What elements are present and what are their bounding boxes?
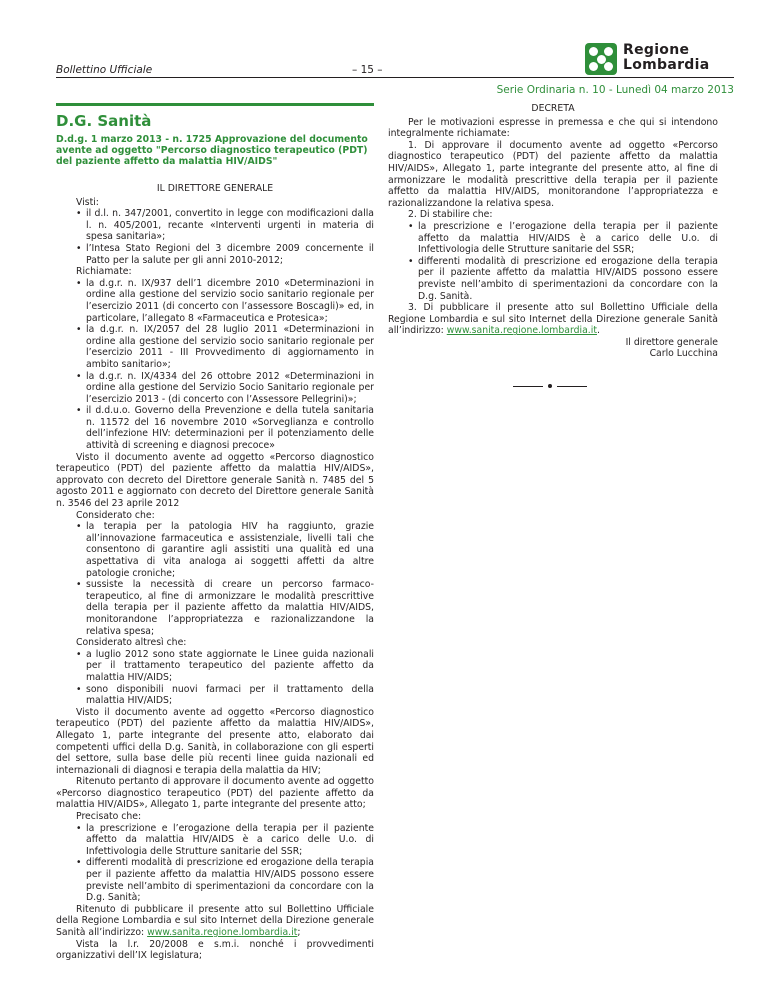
decree-heading: D.d.g. 1 marzo 2013 - n. 1725 Approvazione del documento avente ad oggetto "Percorso diagnostico terapeutico (PDT) del paziente affetto da malattia HIV/AIDS" bbox=[56, 134, 368, 167]
right-column bbox=[388, 103, 718, 360]
paragraph: Visto il documento avente ad oggetto «Percorso diagnostico terapeutico (PDT) del paziente affetto da malattia HIV/AIDS», Allegato 1, parte integrante del presente atto, elaborato dai competenti uffici della D.g. Sanità, in collaborazione con gli esperti del settore, sulla base delle più recenti linee guida nazionali ed internazionali di diagnosi e terapia della malattia da HIV; bbox=[56, 706, 374, 776]
paragraph: Per le motivazioni espresse in premessa e che qui si intendono integralmente richiamate: bbox=[388, 116, 718, 140]
decreta-heading: DECRETA bbox=[531, 103, 575, 114]
list-item: • la prescrizione e l’erogazione della terapia per il paziente affetto da malattia HIV/AIDS è a carico delle U.o. di Infettivologia delle Strutture sanitarie del SSR; bbox=[388, 221, 718, 256]
section-bar bbox=[56, 103, 374, 106]
regione-lombardia-logo bbox=[585, 43, 735, 77]
list-item: • la terapia per la patologia HIV ha raggiunto, grazie all’innovazione farmaceutica e assistenziale, livelli tali che consentono di garantire agli assistiti una qualità ed una aspettativa di vita analoga ai soggetti affetti da altre patologie croniche; bbox=[56, 521, 374, 579]
header-rule bbox=[56, 77, 734, 78]
logo-line1: Regione bbox=[623, 42, 690, 58]
paragraph: Ritenuto pertanto di approvare il documento avente ad oggetto «Percorso diagnostico terapeutico (PDT) del paziente affetto da malattia HIV/AIDS», Allegato 1, parte integrante del presente atto; bbox=[56, 776, 374, 811]
list-item: • sono disponibili nuovi farmaci per il trattamento della malattia HIV/AIDS; bbox=[56, 684, 374, 707]
precisato-label: Precisato che: bbox=[76, 811, 142, 823]
list-item: • sussiste la necessità di creare un percorso farmaco-terapeutico, al fine di armonizzare le modalità prescrittive della terapia per il paziente affetto da malattia HIV/AIDS, monitorandone l’appropriatezza e razionalizzandone la relativa spesa; bbox=[56, 579, 374, 637]
decree-point-3 bbox=[388, 302, 718, 337]
page-number: – 15 – bbox=[352, 64, 383, 76]
list-item: • la prescrizione e l’erogazione della terapia per il paziente affetto da malattia HIV/AIDS è a carico delle U.o. di Infettivologia delle Strutture sanitarie del SSR; bbox=[56, 823, 374, 858]
paragraph bbox=[56, 904, 374, 939]
visti-label: Visti: bbox=[76, 196, 99, 208]
signature-name: Carlo Lucchina bbox=[649, 348, 718, 360]
list-item: • il d.d.u.o. Governo della Prevenzione e della tutela sanitaria n. 11572 del 16 novembre 2010 «Sorveglianza e controllo dell’infezione HIV: determinazioni per il potenziamento delle attività di screening e diagnosi precoce» bbox=[56, 405, 374, 451]
paragraph-text: Ritenuto di pubblicare il presente atto sul Bollettino Ufficiale della Regione Lombardia e sul sito Internet della Direzione generale Sanità all’indirizzo: bbox=[56, 903, 374, 938]
paragraph-end: . bbox=[597, 325, 600, 337]
paragraph: Vista la l.r. 20/2008 e s.m.i. nonché i provvedimenti organizzativi dell’IX legislatura; bbox=[56, 938, 374, 962]
list-item: • l’Intesa Stato Regioni del 3 dicembre 2009 concernente il Patto per la salute per gli anni 2010-2012; bbox=[56, 243, 374, 266]
series-date: Serie Ordinaria n. 10 - Lunedì 04 marzo 2013 bbox=[496, 84, 734, 96]
decree-point-2: 2. Di stabilire che: bbox=[408, 209, 493, 221]
list-item: • a luglio 2012 sono state aggiornate le Linee guida nazionali per il trattamento terapeutico del paziente affetto da malattia HIV/AIDS; bbox=[56, 649, 374, 684]
list-item: • differenti modalità di prescrizione ed erogazione della terapia per il paziente affetto da malattia HIV/AIDS possono essere previste nell’ambito di sperimentazioni da concordare con la D.g. Sanità; bbox=[56, 857, 374, 903]
logo-line2: Lombardia bbox=[623, 57, 710, 73]
section-divider bbox=[513, 383, 587, 389]
list-item: • la d.g.r. n. IX/937 dell’1 dicembre 2010 «Determinazioni in ordine alla gestione del servizio socio sanitario regionale per l’esercizio 2011 (di concerto con l’assessore Boscagli)» ed, in particolare, l’allegato 8 «Farmaceutica e Protesica»; bbox=[56, 278, 374, 324]
paragraph-end: ; bbox=[297, 927, 301, 938]
decree-point-1: 1. Di approvare il documento avente ad oggetto «Percorso diagnostico terapeutico (PDT) del paziente affetto da malattia HIV/AIDS», Allegato 1, parte integrante del presente atto, al fine di armonizzare le modalità prescrittive della terapia per il paziente affetto da malattia HIV/AIDS, monitorandone l’appropriatezza e razionalizzandone la relativa spesa. bbox=[388, 139, 718, 209]
list-item: • la d.g.r. n. IX/2057 del 28 luglio 2011 «Determinazioni in ordine alla gestione del servizio socio sanitario regionale per l’esercizio 2011 - III Provvedimento di aggiornamento in ambito sanitario»; bbox=[56, 324, 374, 370]
paragraph: Visto il documento avente ad oggetto «Percorso diagnostico terapeutico (PDT) del paziente affetto da malattia HIV/AIDS», approvato con decreto del Direttore generale Sanità n. 7485 del 5 agosto 2011 e aggiornato con decreto del Direttore generale Sanità n. 3546 del 23 aprile 2012 bbox=[56, 451, 374, 510]
sanita-link[interactable]: www.sanita.regione.lombardia.it bbox=[147, 927, 298, 938]
list-item: • il d.l. n. 347/2001, convertito in legge con modificazioni dalla l. n. 405/2001, recante «Interventi urgenti in materia di spesa sanitaria»; bbox=[56, 208, 374, 243]
section-title: D.G. Sanità bbox=[56, 112, 152, 130]
considerato-altresi-label: Considerato altresì che: bbox=[76, 637, 187, 649]
signature-title: Il direttore generale bbox=[625, 336, 718, 348]
paragraph-text: 3. Di pubblicare il presente atto sul Bollettino Ufficiale della Regione Lombardia e sul sito Internet della Direzione generale Sanità all’indirizzo: bbox=[388, 302, 718, 337]
bulletin-name: Bollettino Ufficiale bbox=[56, 64, 153, 76]
sanita-link[interactable]: www.sanita.regione.lombardia.it bbox=[446, 325, 597, 337]
list-item: • differenti modalità di prescrizione ed erogazione della terapia per il paziente affetto da malattia HIV/AIDS possono essere previste nell’ambito di sperimentazioni da concordare con la D.g. Sanità. bbox=[388, 256, 718, 302]
director-heading: IL DIRETTORE GENERALE bbox=[156, 183, 274, 194]
left-column bbox=[56, 103, 374, 962]
logo-wordmark bbox=[623, 43, 709, 73]
considerato-label: Considerato che: bbox=[76, 509, 155, 521]
list-item: • la d.g.r. n. IX/4334 del 26 ottobre 2012 «Determinazioni in ordine alla gestione del Servizio Socio Sanitario regionale per l’esercizio 2013 - (di concerto con l’Assessore Pellegrini)»; bbox=[56, 371, 374, 406]
richiamate-label: Richiamate: bbox=[76, 266, 132, 278]
rosa-camuna-icon bbox=[585, 43, 617, 75]
